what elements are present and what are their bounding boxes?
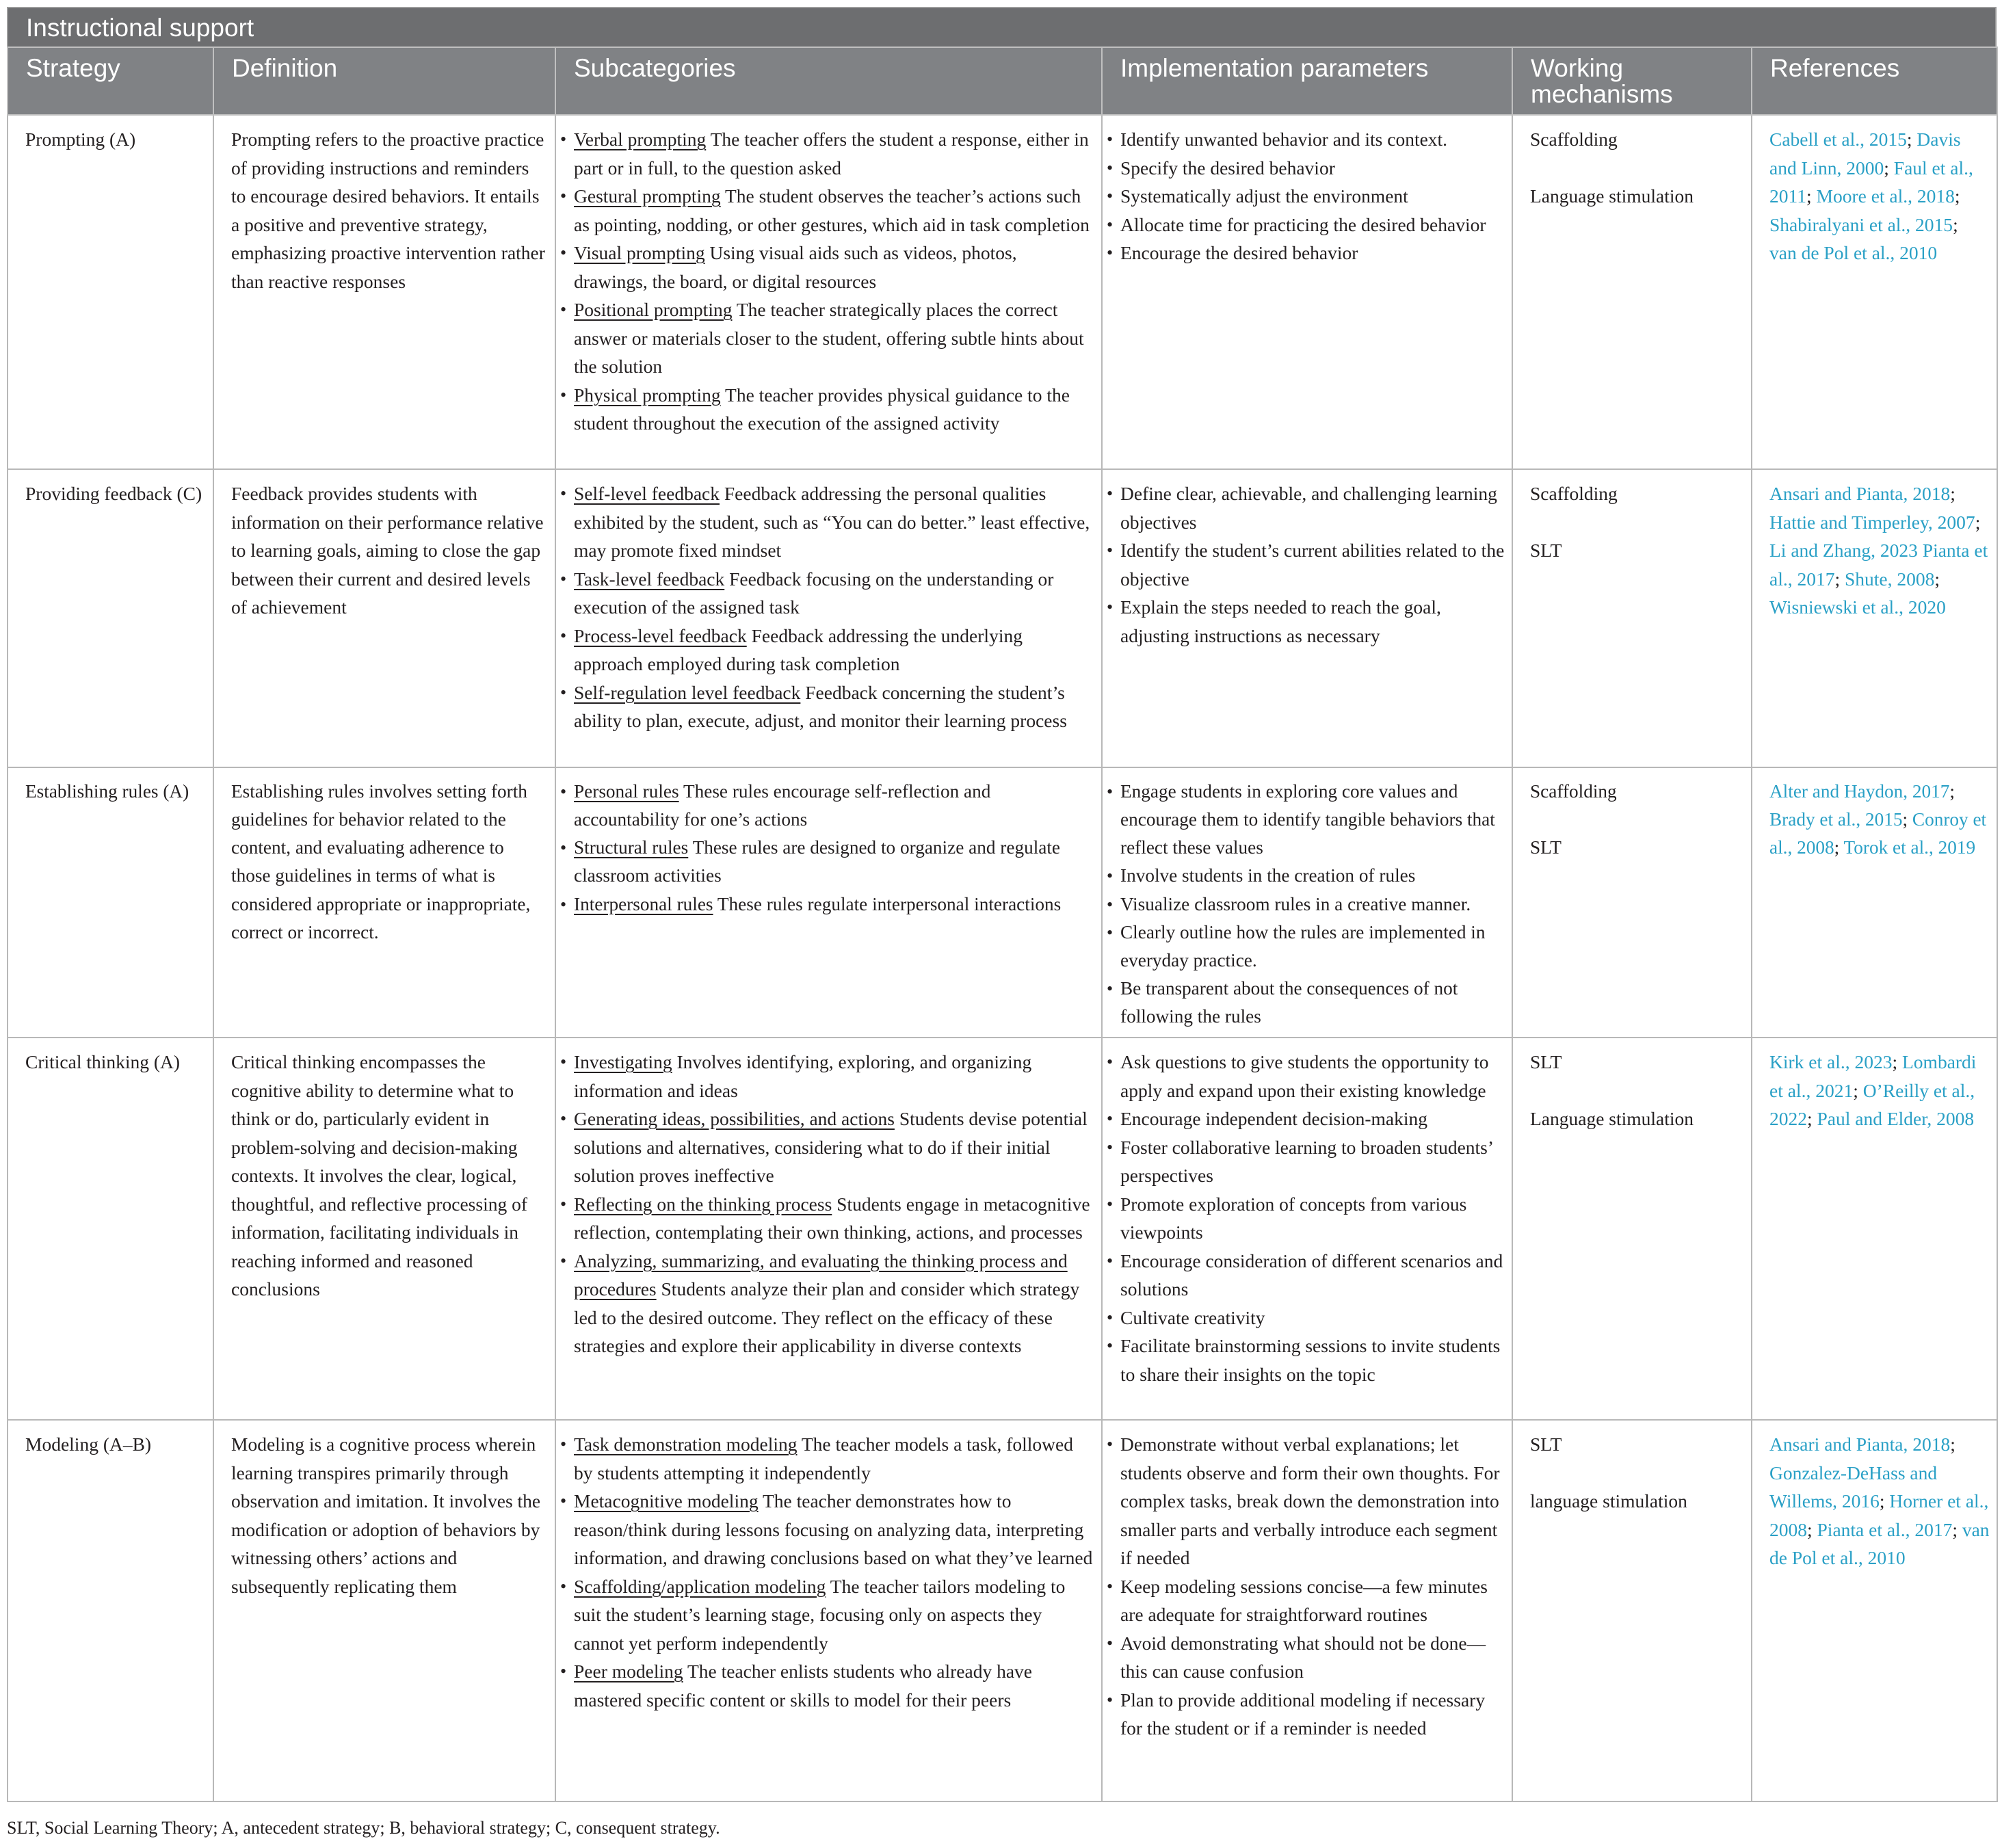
mechanism-label: SLT	[1530, 1051, 1562, 1072]
subcategory-list	[560, 479, 1094, 735]
subcategory-description: The teacher enlists students who already have mastered specific content or skills to model for their peers	[574, 1661, 1032, 1711]
subcategory-item	[560, 239, 1094, 295]
subcategory-term: Self-regulation level feedback	[574, 681, 801, 703]
subcategories-cell	[555, 115, 1102, 469]
implementation-item: • Encourage consideration of different scenarios and solutions	[1107, 1247, 1505, 1304]
subcategory-item	[560, 1487, 1094, 1572]
references-cell: Alter and Haydon, 2017; Brady et al., 2015; Conroy et al., 2008; Torok et al., 2019	[1752, 767, 1997, 1038]
mechanism-label: SLT	[1530, 540, 1562, 561]
strategy-cell: Modeling (A–B)	[8, 1420, 213, 1801]
subcategory-list	[560, 125, 1094, 438]
implementation-item: • Identify unwanted behavior and its context.	[1107, 125, 1505, 154]
subcategory-term: Personal rules	[574, 781, 679, 802]
implementation-item: • Cultivate creativity	[1107, 1304, 1505, 1332]
subcategory-description: Feedback addressing the underlying approach employed during task completion	[574, 624, 1023, 674]
subcategory-description: The teacher provides physical guidance to the student throughout the execution of the assigned activity	[574, 384, 1070, 434]
subcategory-term: Physical prompting	[574, 384, 721, 406]
subcategory-item	[560, 182, 1094, 239]
subcategory-term: Self-level feedback	[574, 483, 720, 504]
references-cell: Cabell et al., 2015; Davis and Linn, 2000; Faul et al., 2011; Moore et al., 2018; Shabiralyani et al., 2015; van de Pol et al., 2010	[1752, 115, 1997, 469]
subcategory-description: The teacher strategically places the correct answer or materials closer to the student, offering subtle hints about the solution	[574, 299, 1084, 377]
table-row	[8, 469, 1997, 767]
table-footnote: SLT, Social Learning Theory; A, antecedent strategy; B, behavioral strategy; C, consequent strategy.	[7, 1818, 720, 1838]
subcategory-item	[560, 778, 1094, 834]
implementation-item: • Facilitate brainstorming sessions to invite students to share their insights on the topic	[1107, 1332, 1505, 1388]
implementation-item: • Promote exploration of concepts from various viewpoints	[1107, 1190, 1505, 1247]
implementation-item: • Ask questions to give students the opportunity to apply and expand upon their existing knowledge	[1107, 1048, 1505, 1105]
implementation-item: • Define clear, achievable, and challenging learning objectives	[1107, 479, 1505, 536]
table-row	[8, 115, 1997, 469]
subcategory-item	[560, 125, 1094, 182]
mechanisms-cell	[1512, 469, 1752, 767]
implementation-cell	[1102, 767, 1512, 1038]
subcategory-term: Process-level feedback	[574, 624, 747, 646]
subcategory-term: Analyzing, summarizing, and evaluating the thinking process and procedures	[574, 1250, 1068, 1299]
table-row	[8, 1038, 1997, 1420]
subcategory-item	[560, 1572, 1094, 1658]
implementation-list	[1107, 1430, 1505, 1743]
subcategory-description: These rules regulate interpersonal interactions	[713, 893, 1062, 914]
strategy-cell: Establishing rules (A)	[8, 767, 213, 1038]
subcategory-description: Students devise potential solutions and alternatives, considering what to do if their initial solution proves ineffective	[574, 1108, 1088, 1186]
subcategory-item	[560, 890, 1094, 919]
mechanisms-cell	[1512, 1038, 1752, 1420]
subcategory-item	[560, 1657, 1094, 1714]
subcategory-term: Task demonstration modeling	[574, 1434, 798, 1455]
strategy-cell: Prompting (A)	[8, 115, 213, 469]
subcategory-term: Interpersonal rules	[574, 893, 713, 914]
subcategory-description: These rules are designed to organize and regulate classroom activities	[574, 837, 1061, 886]
mechanisms-cell	[1512, 115, 1752, 469]
subcategory-term: Scaffolding/application modeling	[574, 1575, 826, 1597]
mechanism-label: Scaffolding	[1530, 129, 1618, 150]
subcategories-cell	[555, 767, 1102, 1038]
implementation-item: • Demonstrate without verbal explanations; let students observe and form their own thoughts. For complex tasks, break down the demonstration into smaller parts and verbally introduce each segment if needed	[1107, 1430, 1505, 1572]
strategy-cell: Critical thinking (A)	[8, 1038, 213, 1420]
definition-cell: Feedback provides students with information on their performance relative to learning goals, aiming to close the gap between their current and desired levels of achievement	[213, 469, 555, 767]
table-row	[8, 1420, 1997, 1801]
table-row	[8, 767, 1997, 1038]
subcategory-term: Verbal prompting	[574, 129, 707, 150]
implementation-item: • Be transparent about the consequences of not following the rules	[1107, 975, 1505, 1031]
subcategory-description: These rules encourage self-reflection and accountability for one’s actions	[574, 781, 991, 830]
subcategory-description: Involves identifying, exploring, and organizing information and ideas	[574, 1051, 1032, 1101]
subcategory-list	[560, 1048, 1094, 1360]
implementation-item: • Avoid demonstrating what should not be done—this can cause confusion	[1107, 1629, 1505, 1686]
implementation-item: • Visualize classroom rules in a creative manner.	[1107, 890, 1505, 919]
implementation-item: • Plan to provide additional modeling if necessary for the student or if a reminder is needed	[1107, 1686, 1505, 1743]
mechanism-label: Scaffolding	[1530, 781, 1617, 802]
subcategories-cell	[555, 469, 1102, 767]
implementation-item: • Encourage the desired behavior	[1107, 239, 1505, 267]
references-cell: Kirk et al., 2023; Lombardi et al., 2021; O’Reilly et al., 2022; Paul and Elder, 2008	[1752, 1038, 1997, 1420]
subcategory-term: Structural rules	[574, 837, 689, 858]
implementation-cell	[1102, 115, 1512, 469]
subcategory-description: Feedback focusing on the understanding or execution of the assigned task	[574, 568, 1054, 618]
mechanisms-cell	[1512, 767, 1752, 1038]
definition-cell: Modeling is a cognitive process wherein learning transpires primarily through observation and imitation. It involves the modification or adoption of behaviors by witnessing others’ actions and subsequently replicating them	[213, 1420, 555, 1801]
subcategory-description: Feedback concerning the student’s ability to plan, execute, adjust, and monitor their learning process	[574, 681, 1067, 731]
subcategory-term: Positional prompting	[574, 299, 733, 320]
subcategory-item	[560, 295, 1094, 381]
subcategory-description: Using visual aids such as videos, photos, drawings, the board, or digital resources	[574, 242, 1017, 292]
subcategory-description: The teacher models a task, followed by students attempting it independently	[574, 1434, 1073, 1483]
subcategory-description: The teacher offers the student a response, either in part or in full, to the question asked	[574, 129, 1089, 179]
implementation-item: • Identify the student’s current abilities related to the objective	[1107, 536, 1505, 593]
implementation-cell	[1102, 1420, 1512, 1801]
mechanism-label: Language stimulation	[1530, 1108, 1694, 1129]
subcategory-term: Investigating	[574, 1051, 672, 1072]
subcategory-term: Metacognitive modeling	[574, 1490, 759, 1512]
implementation-cell	[1102, 469, 1512, 767]
subcategory-term: Gestural prompting	[574, 185, 721, 207]
mechanism-label: language stimulation	[1530, 1490, 1687, 1512]
references-cell: Ansari and Pianta, 2018; Gonzalez-DeHass and Willems, 2016; Horner et al., 2008; Pianta et al., 2017; van de Pol et al., 2010	[1752, 1420, 1997, 1801]
subcategory-term: Generating ideas, possibilities, and actions	[574, 1108, 895, 1129]
subcategory-description: The teacher demonstrates how to reason/think during lessons focusing on analyzing data, interpreting information, and drawing conclusions based on what they’ve learned	[574, 1490, 1093, 1568]
instructional-support-table	[7, 47, 1998, 1802]
definition-cell: Prompting refers to the proactive practice of providing instructions and reminders to encourage desired behaviors. It entails a positive and preventive strategy, emphasizing proactive intervention rather than reactive responses	[213, 115, 555, 469]
implementation-item: • Specify the desired behavior	[1107, 154, 1505, 183]
subcategory-term: Peer modeling	[574, 1661, 683, 1682]
header-strategy: Strategy	[8, 47, 213, 115]
implementation-item: • Keep modeling sessions concise—a few minutes are adequate for straightforward routines	[1107, 1572, 1505, 1629]
subcategory-list	[560, 778, 1094, 919]
subcategory-item	[560, 1247, 1094, 1360]
instructional-support-table-container	[7, 7, 1997, 1802]
implementation-list	[1107, 1048, 1505, 1388]
subcategory-item	[560, 834, 1094, 890]
subcategory-description: Students analyze their plan and consider which strategy led to the desired outcome. They reflect on the efficacy of these strategies and explore their applicability in diverse contexts	[574, 1278, 1080, 1356]
implementation-list	[1107, 778, 1505, 1031]
subcategory-description: Students engage in metacognitive reflection, contemplating their own thinking, actions, and processes	[574, 1193, 1090, 1243]
subcategory-item	[560, 479, 1094, 565]
definition-cell: Establishing rules involves setting forth guidelines for behavior related to the content, and evaluating adherence to those guidelines in terms of what is considered appropriate or inappropriate, correct or incorrect.	[213, 767, 555, 1038]
implementation-item: • Clearly outline how the rules are implemented in everyday practice.	[1107, 919, 1505, 975]
mechanism-label: Language stimulation	[1530, 185, 1694, 207]
subcategory-term: Reflecting on the thinking process	[574, 1193, 832, 1215]
subcategory-description: Feedback addressing the personal qualities exhibited by the student, such as “You can do better.” least effective, may promote fixed mindset	[574, 483, 1090, 561]
implementation-item: • Engage students in exploring core values and encourage them to identify tangible behaviors that reflect these values	[1107, 778, 1505, 862]
table-caption: Instructional support	[7, 7, 1997, 47]
subcategory-item	[560, 622, 1094, 678]
subcategory-item	[560, 1430, 1094, 1487]
subcategories-cell	[555, 1038, 1102, 1420]
mechanism-label: SLT	[1530, 1434, 1562, 1455]
header-references: References	[1752, 47, 1997, 115]
implementation-item: • Allocate time for practicing the desired behavior	[1107, 211, 1505, 239]
subcategory-item	[560, 1105, 1094, 1190]
implementation-list	[1107, 125, 1505, 267]
mechanism-label: Scaffolding	[1530, 483, 1618, 504]
mechanism-label: SLT	[1530, 837, 1562, 858]
subcategory-list	[560, 1430, 1094, 1714]
subcategory-item	[560, 1048, 1094, 1105]
table-body	[8, 115, 1997, 1801]
implementation-item: • Encourage independent decision-making	[1107, 1105, 1505, 1133]
implementation-item: • Explain the steps needed to reach the goal, adjusting instructions as necessary	[1107, 593, 1505, 650]
subcategory-item	[560, 381, 1094, 438]
definition-cell: Critical thinking encompasses the cognitive ability to determine what to think or do, particularly evident in problem-solving and decision-making contexts. It involves the clear, logical, thoughtful, and reflective processing of information, facilitating individuals in reaching informed and reasoned conclusions	[213, 1038, 555, 1420]
subcategory-description: The teacher tailors modeling to suit the student’s learning stage, focusing only on aspects they cannot yet perform independently	[574, 1575, 1066, 1654]
subcategory-item	[560, 565, 1094, 622]
header-implementation: Implementation parameters	[1102, 47, 1512, 115]
header-definition: Definition	[213, 47, 555, 115]
header-row	[8, 47, 1997, 115]
subcategory-item	[560, 1190, 1094, 1247]
references-cell: Ansari and Pianta, 2018; Hattie and Timperley, 2007; Li and Zhang, 2023 Pianta et al., 2017; Shute, 2008; Wisniewski et al., 2020	[1752, 469, 1997, 767]
subcategory-term: Task-level feedback	[574, 568, 725, 590]
header-working-mechanisms: Working mechanisms	[1512, 47, 1752, 115]
strategy-cell: Providing feedback (C)	[8, 469, 213, 767]
implementation-item: • Systematically adjust the environment	[1107, 182, 1505, 211]
implementation-list	[1107, 479, 1505, 650]
subcategory-term: Visual prompting	[574, 242, 705, 263]
subcategory-description: The student observes the teacher’s actions such as pointing, nodding, or other gestures, which aid in task completion	[574, 185, 1090, 235]
header-subcategories: Subcategories	[555, 47, 1102, 115]
mechanisms-cell	[1512, 1420, 1752, 1801]
implementation-cell	[1102, 1038, 1512, 1420]
subcategories-cell	[555, 1420, 1102, 1801]
implementation-item: • Foster collaborative learning to broaden students’ perspectives	[1107, 1133, 1505, 1190]
implementation-item: • Involve students in the creation of rules	[1107, 862, 1505, 890]
subcategory-item	[560, 678, 1094, 735]
